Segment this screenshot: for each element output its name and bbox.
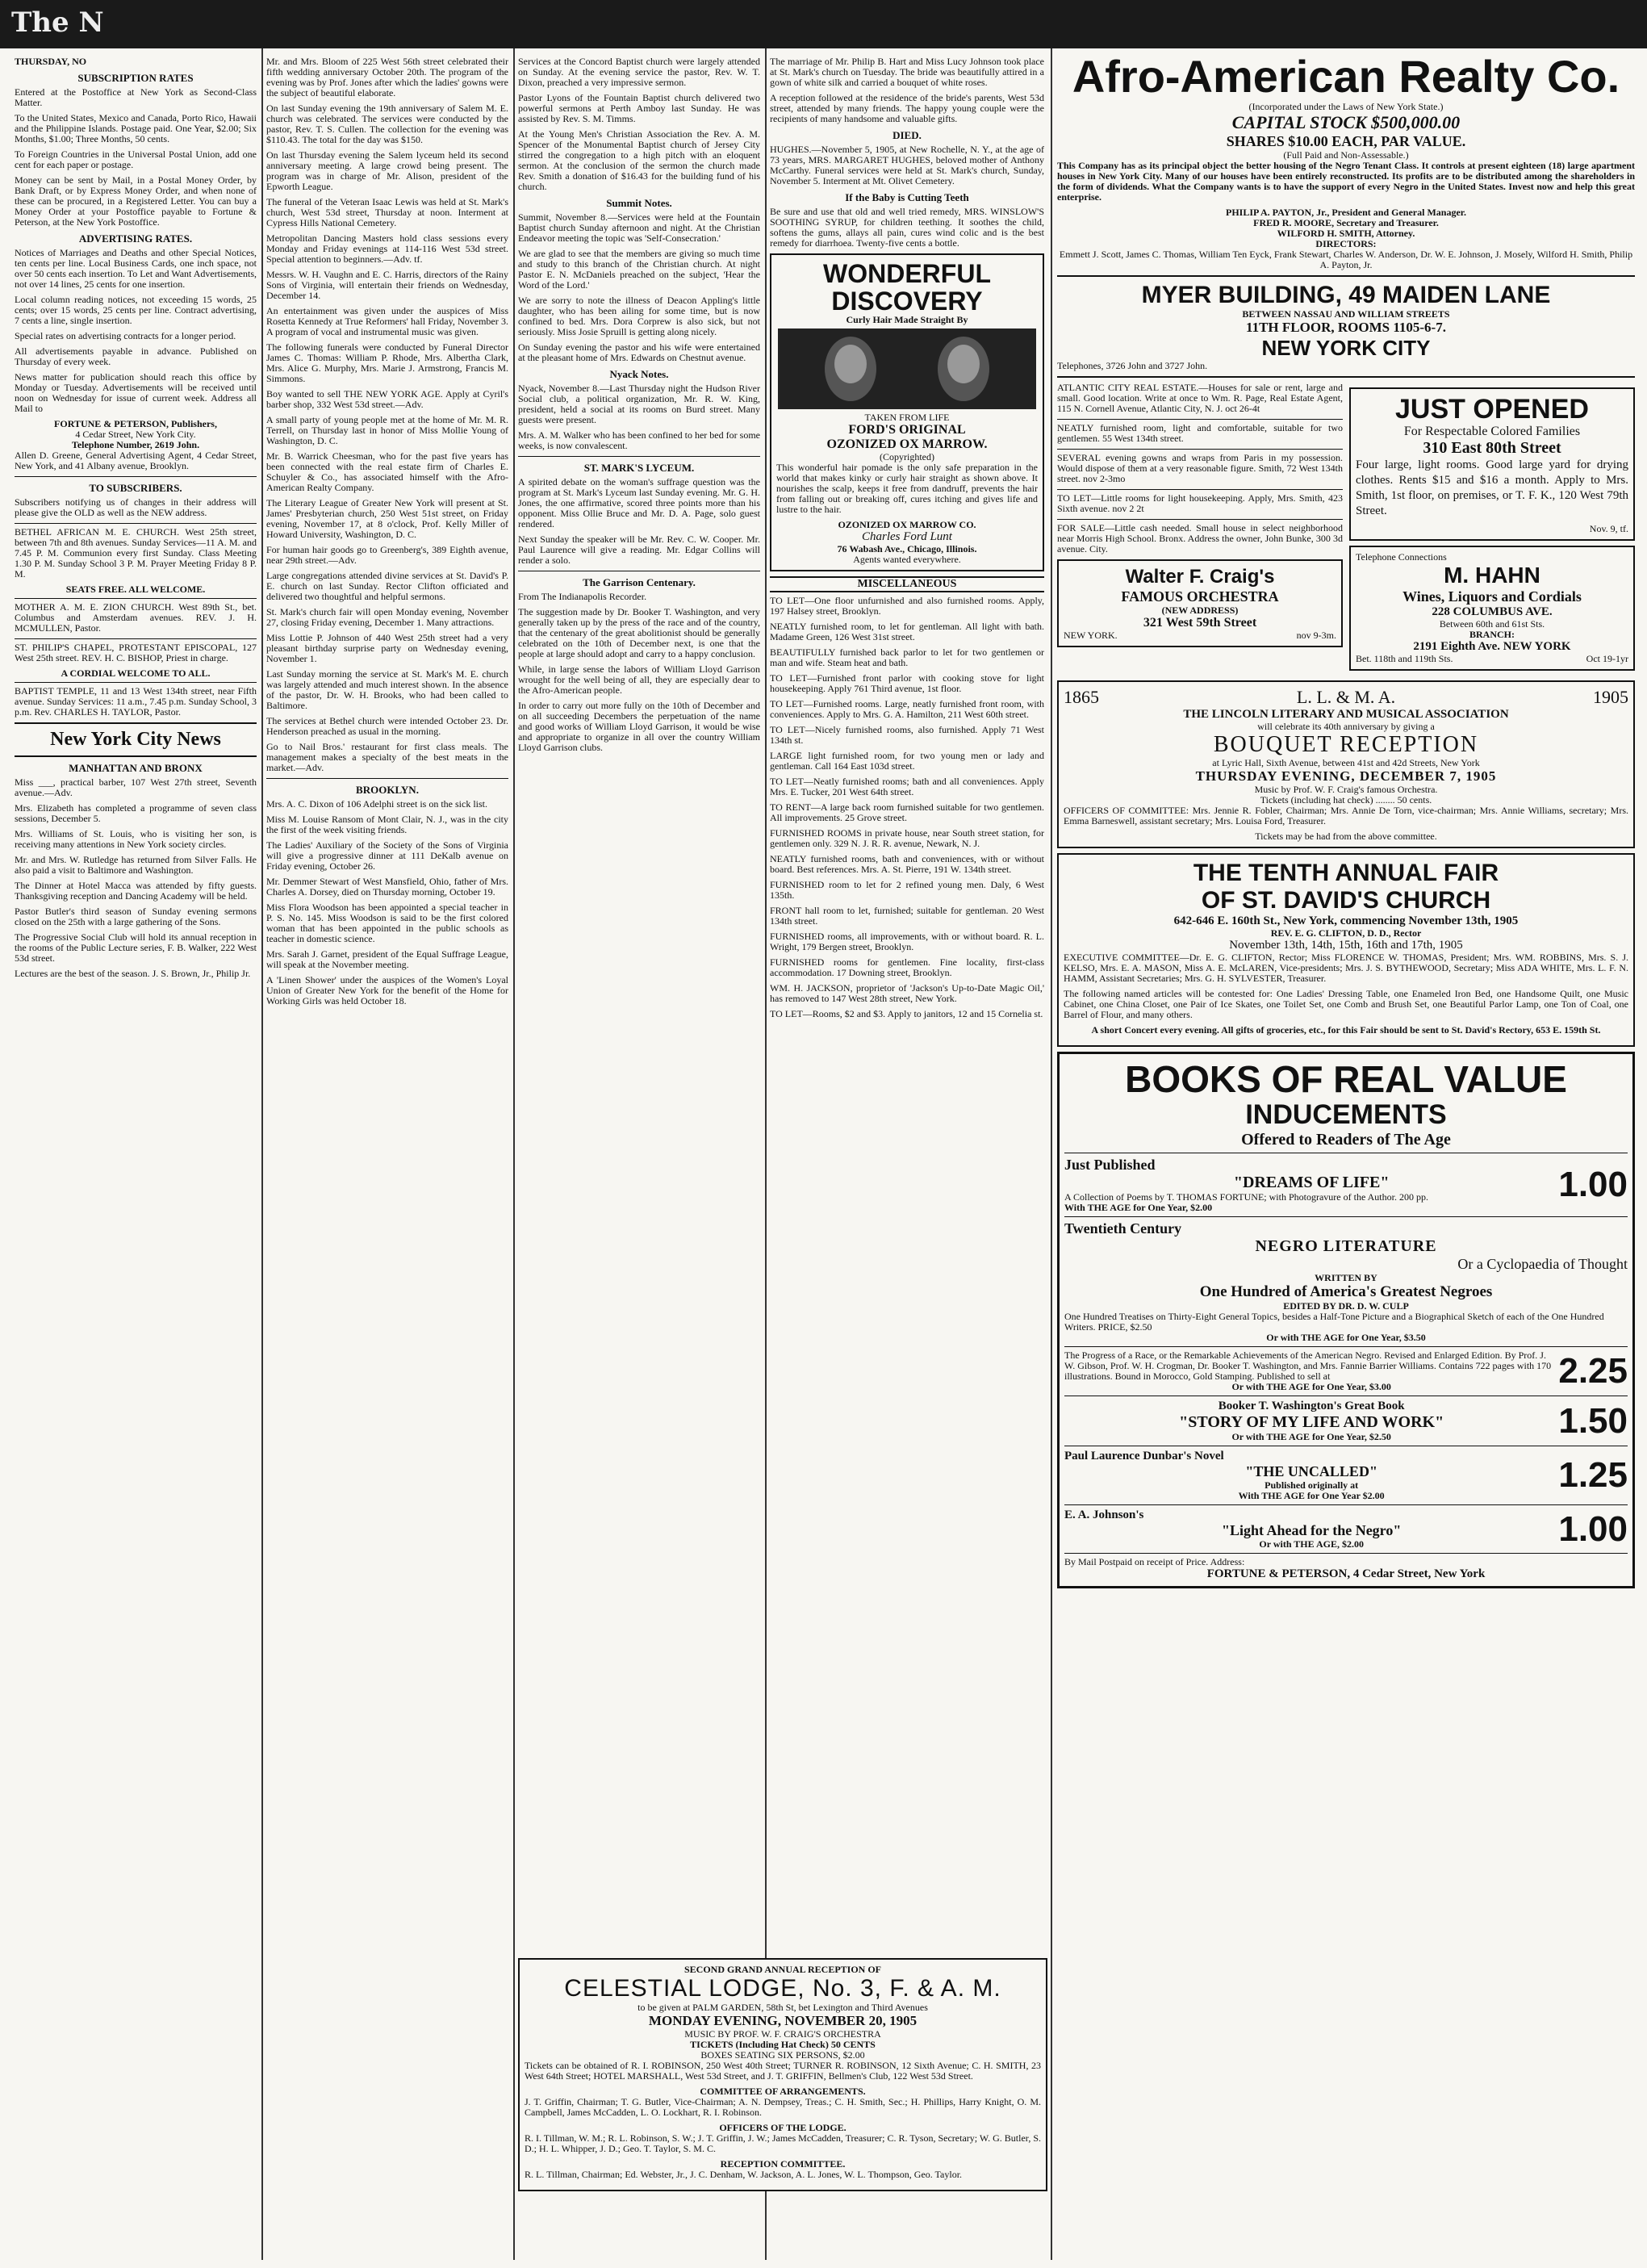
incorporated: (Incorporated under the Laws of New York State.): [1248, 101, 1444, 112]
product-name: OZONIZED OX MARROW.: [826, 437, 988, 451]
books-title: BOOKS OF REAL VALUE: [1125, 1058, 1567, 1100]
classified-item: TO LET—Neatly furnished rooms; bath and all conveniences. Apply Mrs. E. Tucker, 201 West 64th street.: [770, 776, 1044, 797]
news-item: Pastor Butler's third season of Sunday evening sermons closed on the 25th with a large gathering of the Sons.: [15, 906, 257, 927]
book-price: 2.25: [1558, 1351, 1628, 1391]
paragraph: Notices of Marriages and Deaths and other Special Notices, ten cents per line. Local Business Cards, one inch space, not over 50 cents each insertion. To Let and Want Advertisements, not over 14 lines, 25 cents for one insertion.: [15, 247, 257, 290]
classified-item: SEVERAL evening gowns and wraps from Paris in my possession. Would dispose of them at a very reasonable figure. Smith, 72 West 134th street. nov 2-3mo: [1057, 452, 1343, 484]
craig-name: Walter F. Craig's: [1125, 566, 1275, 588]
book-title: "DREAMS OF LIFE": [1233, 1174, 1390, 1191]
city-news-head: New York City News: [50, 729, 221, 750]
divider: [1057, 376, 1635, 378]
paragraph: To Foreign Countries in the Universal Postal Union, add one cent for each paper or postage.: [15, 149, 257, 170]
celestial-lodge-ad: [518, 1958, 1047, 2191]
divider: [15, 523, 257, 524]
association-name: THE LINCOLN LITERARY AND MUSICAL ASSOCIATION: [1183, 708, 1509, 721]
ad-subtitle: Curly Hair Made Straight By: [846, 314, 968, 325]
divider: [266, 778, 508, 779]
news-item: From The Indianapolis Recorder.: [518, 591, 647, 602]
classified-item: ATLANTIC CITY REAL ESTATE.—Houses for sale or rent, large and small. Good location. Write at once to Wm. R. Page, Real Estate Agent, 115 N. Cornell Avenue, Atlantic City, N. J. oct 26-4t: [1057, 382, 1343, 414]
book-line: Or a Cyclopaedia of Thought: [1457, 1256, 1628, 1272]
news-item: The Dinner at Hotel Macca was attended by fifty guests. Thanksgiving reception and Dancing Academy will be held.: [15, 880, 257, 902]
subscription-head: SUBSCRIPTION RATES: [77, 72, 194, 84]
city: NEW YORK CITY: [1261, 336, 1431, 360]
product-name: FORD'S ORIGINAL: [848, 423, 966, 437]
full-paid: (Full Paid and Non-Assessable.): [1283, 149, 1409, 161]
craig-city-row: [1064, 630, 1336, 641]
directors: Emmett J. Scott, James C. Thomas, William Ten Eyck, Frank Stewart, Charles W. Anderson, Dr. W. E. Johnson, J. Mosely, Wilford H. Smith, Philip A. Payton, Jr.: [1059, 249, 1633, 270]
officer: WILFORD H. SMITH, Attorney.: [1277, 228, 1415, 239]
book-block: [1064, 1220, 1628, 1343]
column-3: [518, 56, 760, 2236]
book-info: [1064, 1350, 1558, 1392]
floor-rooms: 11TH FLOOR, ROOMS 1105-6-7.: [1246, 320, 1446, 335]
event-date: MONDAY EVENING, NOVEMBER 20, 1905: [648, 2013, 918, 2028]
garrison-head: The Garrison Centenary.: [583, 576, 696, 588]
just-published: Just Published: [1064, 1157, 1156, 1173]
hahn-between: Between 60th and 61st Sts.: [1439, 618, 1545, 630]
book-info: [1064, 1450, 1558, 1501]
craig-band: FAMOUS ORCHESTRA: [1121, 588, 1279, 605]
officers-head: OFFICERS OF THE LODGE.: [719, 2122, 846, 2133]
realty-body: This Company has as its principal object the better housing of the Negro Tenant Class. It controls at present eighteen (18) large apartment houses in New York City. Many of our houses have been entirely reconstructed. Its profits are to be distributed among the shareholders in the form of dividends. What the Company wants is to have the support of every Negro in the United States. Invest now and help this great enterprise.: [1057, 160, 1635, 203]
news-item: Mrs. A. M. Walker who has been confined to her bed for some weeks, is now convalescent.: [518, 429, 760, 451]
classified-item: LARGE light furnished room, for two young men or lady and gentleman. Call 164 East 103d street.: [770, 750, 1044, 772]
realty-title: Afro-American Realty Co.: [1072, 52, 1620, 102]
fair-address: 642-646 E. 160th St., New York, commencing November 13th, 1905: [1173, 914, 1519, 927]
book-row: [1064, 1157, 1628, 1213]
event-name: BOUQUET RECEPTION: [1213, 732, 1479, 757]
hahn-address: 228 COLUMBUS AVE.: [1432, 605, 1553, 618]
realty-ad: [1057, 52, 1635, 371]
hahn-branch: BRANCH:: [1469, 629, 1515, 640]
lyceum-head: ST. MARK'S LYCEUM.: [583, 462, 695, 474]
classified-item: FURNISHED rooms for gentlemen. Fine locality, first-class accommodation. 17 Downing street, Brooklyn.: [770, 956, 1044, 978]
book-price: 1.00: [1558, 1509, 1628, 1549]
divider: [1064, 1504, 1628, 1505]
craig-address: 321 West 59th Street: [1143, 616, 1257, 630]
subscribers-head: TO SUBSCRIBERS.: [89, 482, 182, 494]
book-info: [1064, 1400, 1558, 1442]
obituary: HUGHES.—November 5, 1905, at New Rochelle, N. Y., at the age of 73 years, MRS. MARGARET HUGHES, beloved mother of Anthony McCarthy. Funeral services were held at St. Mark's church, Sunday, November 5. Interment at Mt. Olivet Cemetery.: [770, 144, 1044, 186]
divider: [1057, 449, 1343, 450]
divider: [15, 476, 257, 477]
will-celebrate: will celebrate its 40th anniversary by giving a: [1257, 721, 1435, 732]
news-item: Last Sunday morning the service at St. Mark's M. E. church was largely attended and much interest shown. In the absence of the pastor, Dr. W. H. Brooks, who had been called to Baltimore.: [266, 668, 508, 711]
brooklyn-head: BROOKLYN.: [356, 784, 419, 796]
news-item: Mr. B. Warrick Cheesman, who for the past five years has been connected with the real estate firm of Charles E. Schuyler & Co., has associated himself with the Afro-American Realty Company.: [266, 450, 508, 493]
news-item: Services at the Concord Baptist church were largely attended on Sunday. At the evening service the pastor, Rev. W. T. Dixon, preached a very impressive sermon.: [518, 56, 760, 88]
column-rule: [513, 48, 515, 2260]
news-item: Nyack, November 8.—Last Thursday night the Hudson River Social club, a political organization, Mr. R. W. King, president, held a social at its rooms on Burd street. Many guests were present.: [518, 383, 760, 425]
book-with: Or with THE AGE for One Year, $2.50: [1231, 1431, 1391, 1442]
news-item: The Literary League of Greater New York will present at St. James' Presbyterian church, 250 West 51st street, on Friday evening, November 17, at 8 o'clock, Prof. Kelly Miller of Howard University, Washington, D. C.: [266, 497, 508, 540]
news-item: Metropolitan Dancing Masters hold class sessions every Monday and Friday evenings at 114-116 West 53d street. Special attention to beginners.—Adv. tf.: [266, 232, 508, 265]
classified-item: TO LET—Furnished front parlor with cooking stove for light housekeeping. Apply 761 Third avenue, 1st floor.: [770, 672, 1044, 694]
fair-title: THE TENTH ANNUAL FAIR: [1193, 860, 1499, 886]
news-item: Mrs. A. C. Dixon of 106 Adelphi street is on the sick list.: [266, 798, 487, 810]
books-ad: [1057, 1052, 1635, 1588]
classified-item: TO LET—Nicely furnished rooms, also furnished. Apply 71 West 134th st.: [770, 724, 1044, 746]
signature: Charles Ford Lunt: [862, 530, 952, 543]
event-tickets: Tickets (including hat check) ........ 50 cents.: [1260, 794, 1432, 806]
news-item: Boy wanted to sell THE NEW YORK AGE. Apply at Cyril's barber shop, 332 West 53d street.—Adv.: [266, 388, 508, 410]
news-item: The suggestion made by Dr. Booker T. Washington, and very generally taken up by the press of the race and of the country, that the centenary of the great abolitionist should be generally celebrated on the 10th of December next, is one that the people at large should adopt and carry to a happy conclusion.: [518, 606, 760, 659]
book-with: Or with THE AGE for One Year, $3.50: [1266, 1332, 1426, 1343]
news-item: Miss Lottie P. Johnson of 440 West 25th street had a very pleasant birthday surprise party on Wednesday evening, November 1.: [266, 632, 508, 664]
paper-name: The N: [11, 6, 104, 39]
fair-concert: A short Concert every evening. All gifts of groceries, etc., for this Fair should be sent to St. David's Rectory, 653 E. 159th St.: [1091, 1024, 1601, 1036]
news-item: We are glad to see that the members are giving so much time and study to this branch of the Christian church. At night Pastor E. N. McDaniels preached on the subject, 'Hear the Word of the Lord.': [518, 248, 760, 291]
book-line: Published originally at: [1265, 1479, 1359, 1491]
book-line: E. A. Johnson's: [1064, 1509, 1144, 1521]
divider: [15, 682, 257, 683]
news-item: Large congregations attended divine services at St. David's P. E. church on last Sunday. Rector Clifton officiated and delivered two thoughtful and helpful sermons.: [266, 570, 508, 602]
news-item: Next Sunday the speaker will be Mr. Rev. C. W. Cooper. Mr. Paul Laurence will give a reading. Mr. Edgar Collins will render a solo.: [518, 534, 760, 566]
news-item: The Ladies' Auxiliary of the Society of the Sons of Virginia will give a progressive dinner at 111 DeKalb avenue on Friday evening, October 26.: [266, 839, 508, 872]
classified-item: TO RENT—A large back room furnished suitable for two gentlemen. All improvements. 25 Grove street.: [770, 801, 1044, 823]
church-notice: BETHEL AFRICAN M. E. CHURCH. West 25th street, between 7th and 8th avenues. Sunday Services—11 A. M. and 7.45 P. M. Communion every first Sunday. Class Meeting 1.30 P. M. Sunday School 3 P. M. Prayer Meeting Friday 8 P. M.: [15, 526, 257, 580]
column-rule: [261, 48, 263, 2260]
ad-title: WONDERFUL: [823, 259, 991, 288]
paragraph: News matter for publication should reach this office by Monday or Tuesday. Advertisements will be received until noon on Wednesday for issue of current week. Address all Mail to: [15, 371, 257, 414]
classified-item: FURNISHED ROOMS in private house, near South street station, for gentlemen only. 329 N. J. R. R. avenue, Newark, N. J.: [770, 827, 1044, 849]
ad-body: R. I. Tillman, W. M.; R. L. Robinson, S. W.; J. T. Griffin, J. W.; James McCadden, Treasurer; C. R. Tyson, Secretary; W. G. Butler, S. D.; H. L. Whipper, J. D.; Geo. T. Taylor, S. M. C.: [525, 2132, 1041, 2154]
book-desc: A Collection of Poems by T. THOMAS FORTUNE; with Photogravure of the Author. 200 pp.: [1064, 1191, 1428, 1203]
church-notice: MOTHER A. M. E. ZION CHURCH. West 89th St., bet. Columbus and Amsterdam avenues. REV. J. H. MCMULLEN, Pastor.: [15, 601, 257, 634]
column-2: [266, 56, 508, 2236]
event-music: Music by Prof. W. F. Craig's famous Orchestra.: [1254, 784, 1438, 795]
news-item: On last Sunday evening the 19th anniversary of Salem M. E. church was celebrated. The services were conducted by the pastor, Rev. T. S. Cullen. The collection for the evening was $110.43. The total for the day was $150.: [266, 103, 508, 145]
book-with: With THE AGE for One Year, $2.00: [1064, 1202, 1213, 1213]
mail-note: By Mail Postpaid on receipt of Price. Address:: [1064, 1556, 1245, 1567]
news-item: A reception followed at the residence of the bride's parents, West 53d street, attended by many friends. The happy young couple were the recipients of many handsome and valuable gifts.: [770, 92, 1044, 124]
fair-dates: November 13th, 14th, 15th, 16th and 17th, 1905: [1229, 939, 1463, 952]
just-opened-code: Nov. 9, tf.: [1589, 523, 1628, 534]
news-item: We are sorry to note the illness of Deacon Appling's little daughter, who has been ailing for some time, but is now confined to bed. Mrs. Dora Corprew is also sick, but not seriously. Miss Josie Spruill is getting along nicely.: [518, 295, 760, 337]
divider: [15, 755, 257, 757]
paragraph: Special rates on advertising contracts for a longer period.: [15, 330, 236, 341]
masthead-strip: [0, 0, 1647, 48]
book-info: [1064, 1509, 1558, 1550]
date-line: THURSDAY, NO: [15, 56, 87, 67]
portrait-illustration: [778, 328, 1036, 409]
ad-body: J. T. Griffin, Chairman; T. G. Butler, Vice-Chairman; A. N. Dempsey, Treas.; C. H. Smith, Sec.; H. Phillips, Harry Knight, O. M. Campbell, James McCadden, L. O. Lockhart, R. I. Robinson.: [525, 2096, 1041, 2118]
news-item: On last Thursday evening the Salem lyceum held its second anniversary meeting. A large crowd being present. The program was in charge of Mr. Alison, president of the Epworth League.: [266, 149, 508, 192]
book-line: WRITTEN BY: [1315, 1272, 1377, 1283]
book-with: With THE AGE for One Year $2.00: [1238, 1490, 1385, 1501]
news-item: A small party of young people met at the home of Mr. M. R. Terrell, on Thursday last in honor of Miss Mollie Young of Washington, D. C.: [266, 414, 508, 446]
lodge-title: CELESTIAL LODGE, No. 3, F. & A. M.: [564, 1975, 1001, 2002]
paragraph: All advertisements payable in advance. Published on Thursday of every week.: [15, 345, 257, 367]
classified-item: NEATLY furnished room, to let for gentleman. All light with bath. Madame Green, 126 West 31st street.: [770, 621, 1044, 642]
event-date: THURSDAY EVENING, DECEMBER 7, 1905: [1195, 768, 1497, 784]
divider: [518, 456, 760, 457]
book-title: "THE UNCALLED": [1245, 1463, 1377, 1479]
book-desc: One Hundred Treatises on Thirty-Eight General Topics, besides a Half-Tone Picture and a Biographical Sketch of each of the One Hundred Writers. PRICE, $2.50: [1064, 1311, 1604, 1333]
book-line: Twentieth Century: [1064, 1220, 1182, 1237]
paragraph: Subscribers notifying us of changes in their address will please give the OLD as well as the NEW address.: [15, 496, 257, 518]
fair-prizes: The following named articles will be contested for: One Ladies' Dressing Table, one Enameled Iron Bed, one Handsome Quilt, one Music Cabinet, one China Closet, one Pair of Ice Skates, one Toilet Set, one Comb and Brush Set, one Beautiful Parlor Lamp, one Ton of Coal, one Barrel of Flour, and many others.: [1064, 988, 1628, 1020]
paragraph: Entered at the Postoffice at New York as Second-Class Matter.: [15, 86, 257, 108]
craig-city: NEW YORK.: [1064, 630, 1118, 641]
book-line: Paul Laurence Dunbar's Novel: [1064, 1450, 1224, 1462]
classified-item: FRONT hall room to let, furnished; suitable for gentleman. 20 West 134th street.: [770, 905, 1044, 927]
book-info: [1064, 1157, 1558, 1213]
publisher-address: FORTUNE & PETERSON, 4 Cedar Street, New York: [1206, 1567, 1486, 1580]
ad-title: DISCOVERY: [831, 287, 983, 316]
craig-orchestra-ad: [1057, 559, 1343, 647]
fair-church: OF ST. DAVID'S CHURCH: [1201, 887, 1491, 914]
classified-item: TO LET—Rooms, $2 and $3. Apply to janitors, 12 and 15 Cornelia st.: [770, 1008, 1043, 1019]
publisher-address: 4 Cedar Street, New York City.: [75, 429, 196, 440]
divider: [1064, 1346, 1628, 1347]
news-item: An entertainment was given under the auspices of Miss Rosetta Kennedy at True Reformers' hall Friday, November 3. A program of vocal and instrumental music was given.: [266, 305, 508, 337]
books-offered: Offered to Readers of The Age: [1241, 1131, 1451, 1149]
ad-caption: TAKEN FROM LIFE: [864, 412, 950, 423]
news-item: The marriage of Mr. Philip B. Hart and Miss Lucy Johnson took place at St. Mark's church on Tuesday. The bride was beautifully attired in a gown of white silk and carried a bouquet of white roses.: [770, 56, 1044, 88]
classified-item: NEATLY furnished rooms, bath and conveniences, with or without board. Best references. Mrs. A. St. Pierre, 191 W. 134th street.: [770, 853, 1044, 875]
building-name: MYER BUILDING, 49 MAIDEN LANE: [1141, 282, 1551, 308]
paragraph: Local column reading notices, not exceeding 15 words, 25 cents; over 15 words, 25 cents per line. Contract advertising, 7 cents a line, single insertion.: [15, 294, 257, 326]
tickets: TICKETS (Including Hat Check) 50 CENTS: [690, 2039, 876, 2050]
book-desc: The Progress of a Race, or the Remarkable Achievements of the American Negro. Revised and Enlarged Edition. By Prof. J. W. Gibson, Prof. W. H. Crogman, Dr. Booker T. Washington, and Mrs. Fannie Barrier Williams. Contains 722 pages with 170 illustrations. Bound in Morocco, Gold Stamping. Published to sell at: [1064, 1350, 1552, 1382]
craig-code: nov 9-3m.: [1296, 630, 1336, 641]
paragraph: Allen D. Greene, General Advertising Agent, 4 Cedar Street, New York, and 41 Albany avenue, Brooklyn.: [15, 450, 257, 471]
books-inducements: INDUCEMENTS: [1245, 1099, 1447, 1130]
publisher: FORTUNE & PETERSON, Publishers,: [54, 418, 217, 429]
book-title: "STORY OF MY LIFE AND WORK": [1179, 1413, 1444, 1431]
column-4: [770, 56, 1044, 2236]
officer: PHILIP A. PAYTON, Jr., President and General Manager.: [1225, 207, 1467, 218]
news-item: Mr. and Mrs. W. Rutledge has returned from Silver Falls. He also paid a visit to Baltimore and Washington.: [15, 854, 257, 876]
news-item: The services at Bethel church were intended October 23. Dr. Henderson preached as usual in the morning.: [266, 715, 508, 737]
ad-line: MUSIC BY PROF. W. F. CRAIG'S ORCHESTRA: [684, 2028, 881, 2040]
book-price: 1.25: [1558, 1455, 1628, 1495]
divider: [1057, 489, 1343, 490]
news-item: Summit, November 8.—Services were held at the Fountain Baptist church Sunday afternoon and night. At the Christian Endeavor meeting the topic was 'Self-Consecration.': [518, 211, 760, 244]
company-address: 76 Wabash Ave., Chicago, Illinois.: [837, 543, 977, 554]
book-price: 1.50: [1558, 1400, 1628, 1441]
news-item: Mrs. Elizabeth has completed a programme of seven class sessions, December 5.: [15, 802, 257, 824]
classified-item: NEATLY furnished room, light and comfortable, suitable for two gentlemen. 55 West 134th street.: [1057, 422, 1343, 444]
church-notice: A CORDIAL WELCOME TO ALL.: [61, 667, 211, 679]
divider: [1057, 519, 1343, 520]
capital-stock: CAPITAL STOCK $500,000.00: [1231, 112, 1461, 132]
book-title: One Hundred of America's Greatest Negroes: [1199, 1283, 1493, 1300]
just-opened-body: Four large, light rooms. Good large yard for drying clothes. Rents $15 and $16 a month. Apply to Mrs. Smith, 1st floor, on premises, or T. F. K., 120 West 79th Street.: [1356, 458, 1628, 517]
agents: Agents wanted everywhere.: [853, 554, 961, 565]
book-with: Or with THE AGE for One Year, $3.00: [1231, 1381, 1391, 1392]
news-item: The funeral of the Veteran Isaac Lewis was held at St. Mark's church, West 53d street, Thursday at noon. Interment at Cypress Hills National Cemetery.: [266, 196, 508, 228]
teeth-head: If the Baby is Cutting Teeth: [845, 191, 969, 203]
hahn-address: 2191 Eighth Ave. NEW YORK: [1413, 640, 1571, 653]
news-item: While, in large sense the labors of William Lloyd Garrison wrought for the well being of all, they are especially dear to the Afro-American people.: [518, 663, 760, 696]
news-item: On Sunday evening the pastor and his wife were entertained at the pleasant home of Mrs. Edwards on Chestnut avenue.: [518, 341, 760, 363]
advert: Be sure and use that old and well tried remedy, MRS. WINSLOW'S SOOTHING SYRUP, for children teething. It soothes the child, softens the gums, allays all pain, cures wind colic and is the best remedy for diarrhoea. Twenty-five cents a bottle.: [770, 206, 1044, 249]
classified-item: FOR SALE—Little cash needed. Small house in select neighborhood near Morris High School. Bronx. Address the owner, John Bunke, 300 3d avenue. City.: [1057, 522, 1343, 554]
book-row: [1064, 1400, 1628, 1442]
church-notice: ST. PHILIP'S CHAPEL, PROTESTANT EPISCOPAL, 127 West 25th street. REV. H. C. BISHOP, Priest in charge.: [15, 642, 257, 663]
paragraph: Money can be sent by Mail, in a Postal Money Order, by Bank Draft, or by Express Money Order, and when none of these can be procured, in a Registered Letter. You can buy a Money Order at your Postoffice payable to Fortune & Peterson, at the New York Postoffice.: [15, 174, 257, 228]
divider: [1057, 275, 1635, 277]
telephone: Telephone Number, 2619 John.: [71, 439, 200, 450]
boxes: BOXES SEATING SIX PERSONS, $2.00: [700, 2049, 865, 2061]
hahn-name: M. HAHN: [1444, 563, 1540, 588]
divider: [15, 598, 257, 599]
ad-body: R. L. Tillman, Chairman; Ed. Webster, Jr., J. C. Denham, W. Jackson, A. L. Jones, W. L. Thompson, Geo. Taylor.: [525, 2169, 963, 2180]
news-item: Pastor Lyons of the Fountain Baptist church delivered two powerful sermons at Perth Amboy last Sunday. He was assisted by Rev. S. M. Timms.: [518, 92, 760, 124]
copyright: (Copyrighted): [880, 451, 934, 462]
book-row: [1064, 1350, 1628, 1392]
book-row: [1064, 1450, 1628, 1501]
book-price: 1.00: [1558, 1165, 1628, 1204]
st-davids-fair-ad: [1057, 853, 1635, 1047]
ads-right: [1349, 383, 1635, 676]
event-place: at Lyric Hall, Sixth Avenue, between 41st and 42d Streets, New York: [1212, 757, 1480, 768]
news-item: Mr. Demmer Stewart of West Mansfield, Ohio, father of Mrs. Charles A. Dorsey, died on Thursday morning, October 19.: [266, 876, 508, 898]
column-rule: [765, 48, 767, 2260]
news-item: Mrs. Sarah J. Garnet, president of the Equal Suffrage League, will speak at the November meeting.: [266, 948, 508, 970]
miscellaneous-head: MISCELLANEOUS: [770, 576, 1044, 592]
hahn-code: Oct 19-1yr: [1586, 653, 1628, 664]
ad-line: to be given at PALM GARDEN, 58th St, bet Lexington and Third Avenues: [637, 2002, 928, 2013]
directors-head: DIRECTORS:: [1315, 238, 1377, 249]
book-line: Booker T. Washington's Great Book: [1218, 1400, 1405, 1412]
news-item: Mr. and Mrs. Bloom of 225 West 56th street celebrated their fifth wedding anniversary October 20th. The program of the evening was by Prof. Jones after which the ladies' gowns were the subject of beautiful elaborate.: [266, 56, 508, 98]
fair-rector: REV. E. G. CLIFTON, D. D., Rector: [1270, 927, 1422, 939]
ad-body: This wonderful hair pomade is the only safe preparation in the world that makes kinky or curly hair straight as shown above. It nourishes the scalp, keeps it free from dandruff, prevents the hair from falling out or breaking off, cures itching and gives life and lustre to the hair.: [776, 462, 1038, 515]
church-notice: SEATS FREE. ALL WELCOME.: [65, 584, 206, 595]
officer: FRED R. MOORE, Secretary and Treasurer.: [1253, 217, 1439, 228]
news-item: Miss ___, practical barber, 107 West 27th street, Seventh avenue.—Adv.: [15, 776, 257, 798]
book-with: Or with THE AGE, $2.00: [1259, 1538, 1364, 1550]
classified-item: WM. H. JACKSON, proprietor of 'Jackson's Up-to-Date Magic Oil,' has removed to 147 West 28th street, New York.: [770, 982, 1044, 1004]
section-head: MANHATTAN AND BRONX: [69, 762, 203, 774]
book-editor: EDITED BY DR. D. W. CULP: [1283, 1300, 1409, 1312]
shares: SHARES $10.00 EACH, PAR VALUE.: [1226, 133, 1466, 149]
divider: [1057, 419, 1343, 420]
book-row: [1064, 1509, 1628, 1550]
classified-item: FURNISHED room to let for 2 refined young men. Daly, 6 West 135th.: [770, 879, 1044, 901]
news-item: Miss M. Louise Ransom of Mont Clair, N. J., was in the city the first of the week visiting friends.: [266, 814, 508, 835]
news-item: St. Mark's church fair will open Monday evening, November 27, closing Friday evening, December 1. Many attractions.: [266, 606, 508, 628]
died-head: DIED.: [892, 129, 922, 141]
year: 1905: [1592, 687, 1628, 707]
news-item: The following funerals were conducted by Funeral Director James C. Thomas: William P. Rhode, Mrs. Albertha Clark, Mrs. Alice G. Murphy, Mrs. Marie J. Armstrong, Francis M. Simmons.: [266, 341, 508, 384]
year: 1865: [1064, 687, 1099, 707]
committee-head: COMMITTEE OF ARRANGEMENTS.: [700, 2086, 866, 2097]
event-officers: OFFICERS OF COMMITTEE: Mrs. Jennie R. Fobler, Chairman; Mrs. Annie De Torn, vice-chairman; Mrs. Annie Williams, secretary; Mrs. Emma Barneswell, assistant secretary; Mrs. Louisa Ford, Treasurer.: [1064, 805, 1628, 826]
news-item: Mrs. Williams of St. Louis, who is visiting her son, is receiving many attentions in New York society circles.: [15, 828, 257, 850]
news-item: At the Young Men's Christian Association the Rev. A. M. Spencer of the Monumental Baptist church of Jersey City stirred the congregation to a high pitch with an eloquent sermon. At the conclusion of the sermon the church made Rev. Smith a donation of $16.43 for the building fund of his church.: [518, 128, 760, 192]
book-title: "Light Ahead for the Negro": [1222, 1522, 1402, 1538]
between-streets: BETWEEN NASSAU AND WILLIAM STREETS: [1242, 308, 1450, 320]
divider: [1064, 1216, 1628, 1217]
news-item: In order to carry out more fully on the 10th of December and on all succeeding Decembers the perpetuation of the name and good works of William Lloyd Garrison, it would be wise and appropriate to organize in all over the country William Lloyd Garrison clubs.: [518, 700, 760, 753]
news-item: Lectures are the best of the season. J. S. Brown, Jr., Philip Jr.: [15, 968, 251, 979]
column-5: [1057, 52, 1635, 2231]
summit-head: Summit Notes.: [606, 197, 672, 209]
news-item: Messrs. W. H. Vaughn and E. C. Harris, directors of the Rainy Sons of Virginia, will entertain their friends on Wednesday, December 14.: [266, 269, 508, 301]
just-opened-title: JUST OPENED: [1395, 394, 1589, 425]
ad-body: Tickets can be obtained of R. I. ROBINSON, 250 West 40th Street; TURNER R. ROBINSON, 12 Sixth Avenue; C. H. SMITH, 23 West 64th Street; HOTEL MARSHALL, West 53d Street, and J. T. GRIFFIN, Bellmen's Club, 122 West 53d Street.: [525, 2060, 1041, 2082]
classified-item: FURNISHED rooms, all improvements, with or without board. R. L. Wright, 179 Bergen street, Brooklyn.: [770, 931, 1044, 952]
just-opened-ad: [1349, 387, 1635, 541]
news-item: Miss Flora Woodson has been appointed a special teacher in P. S. No. 145. Miss Woodson is said to be the first colored woman that has been appointed in the public schools as teacher in domestic science.: [266, 902, 508, 944]
fair-committee: EXECUTIVE COMMITTEE—Dr. E. G. CLIFTON, Rector; Miss FLORENCE W. THOMAS, President; Mrs. WM. ROBBINS, Mrs. S. J. KELSO, Mrs. E. A. MASON, Miss A. E. McLAREN, Vice-presidents; Mrs. J. S. BYTHEWOOD, Secretary; Miss ADA WHITE, Mrs. L. F. N. HAMM, Assistant Secretaries; Mrs. G. H. SYLVESTER, Treasurer.: [1064, 952, 1628, 984]
lincoln-year-row: [1064, 687, 1628, 708]
book-title: NEGRO LITERATURE: [1255, 1237, 1437, 1255]
nyack-head: Nyack Notes.: [609, 368, 669, 380]
news-item: A spirited debate on the woman's suffrage question was the program at St. Mark's Lyceum last Sunday evening. Mr. G. H. Jones, the one affirmative, scored three points more than his opponent. Miss Ollie Bruce and Mr. D. A. Page, solo guest rendered.: [518, 476, 760, 529]
ad-line: SECOND GRAND ANNUAL RECEPTION OF: [683, 1964, 882, 1975]
news-item: The Progressive Social Club will hold its annual reception in the rooms of the Public Lecture series, F. B. Walker, 222 West 53d street.: [15, 931, 257, 964]
column-1: [15, 56, 257, 2236]
hahn-ad: [1349, 546, 1635, 671]
hahn-phone: Telephone Connections: [1356, 551, 1447, 563]
just-opened-address: 310 East 80th Street: [1423, 439, 1561, 457]
classified-item: TO LET—One floor unfurnished and also furnished rooms. Apply, 197 Halsey street, Brooklyn.: [770, 595, 1044, 617]
event-note: Tickets may be had from the above committee.: [1255, 831, 1437, 842]
classified-item: TO LET—Little rooms for light housekeeping. Apply, Mrs. Smith, 423 Sixth avenue. nov 2 2t: [1057, 492, 1343, 514]
paragraph: To the United States, Mexico and Canada, Porto Rico, Hawaii and the Philippine Islands. Postage paid. One Year, $2.00; Six Months, $1.00; Three Months, 50 cents.: [15, 112, 257, 144]
abbreviation: L. L. & M. A.: [1296, 687, 1396, 707]
hahn-between: Bet. 118th and 119th Sts.: [1356, 653, 1453, 664]
lincoln-association-ad: [1057, 680, 1635, 848]
news-item: Go to Nail Bros.' restaurant for first class meals. The management makes a specialty of the best meats in the market.—Adv.: [266, 741, 508, 773]
company-name: OZONIZED OX MARROW CO.: [838, 519, 976, 530]
divider: [15, 722, 257, 724]
church-notice: BAPTIST TEMPLE, 11 and 13 West 134th street, near Fifth avenue. Sunday Services: 11 a.m., 7.45 p.m. Sunday School, 3 p.m. Rev. CHARLES H. TAYLOR, Pastor.: [15, 685, 257, 718]
just-opened-sub: For Respectable Colored Families: [1403, 425, 1581, 438]
divider: [1064, 1553, 1628, 1554]
classified-item: BEAUTIFULLY furnished back parlor to let for two gentlemen or man and wife. Steam heat and bath.: [770, 647, 1044, 668]
classified-item: TO LET—Furnished rooms. Large, neatly furnished front room, with conveniences. Apply to Mrs. G. A. Hamilton, 211 West 60th street.: [770, 698, 1044, 720]
news-item: A 'Linen Shower' under the auspices of the Women's Loyal Union of Greater New York for the benefit of the Home for Working Girls was held October 18.: [266, 974, 508, 1006]
hahn-row: [1356, 654, 1628, 664]
wonderful-discovery-ad: [770, 253, 1044, 571]
advertising-head: ADVERTISING RATES.: [78, 232, 193, 245]
ads-left: [1057, 383, 1343, 676]
craig-new: (NEW ADDRESS): [1161, 605, 1239, 616]
divider: [15, 638, 257, 639]
column-rule: [1051, 48, 1052, 2260]
ads-row: [1057, 383, 1635, 676]
telephones: Telephones, 3726 John and 3727 John.: [1057, 360, 1208, 371]
news-item: For human hair goods go to Greenberg's, 389 Eighth avenue, near 29th street.—Adv.: [266, 544, 508, 566]
reception-head: RECEPTION COMMITTEE.: [720, 2158, 846, 2170]
hahn-line: Wines, Liquors and Cordials: [1402, 588, 1582, 605]
